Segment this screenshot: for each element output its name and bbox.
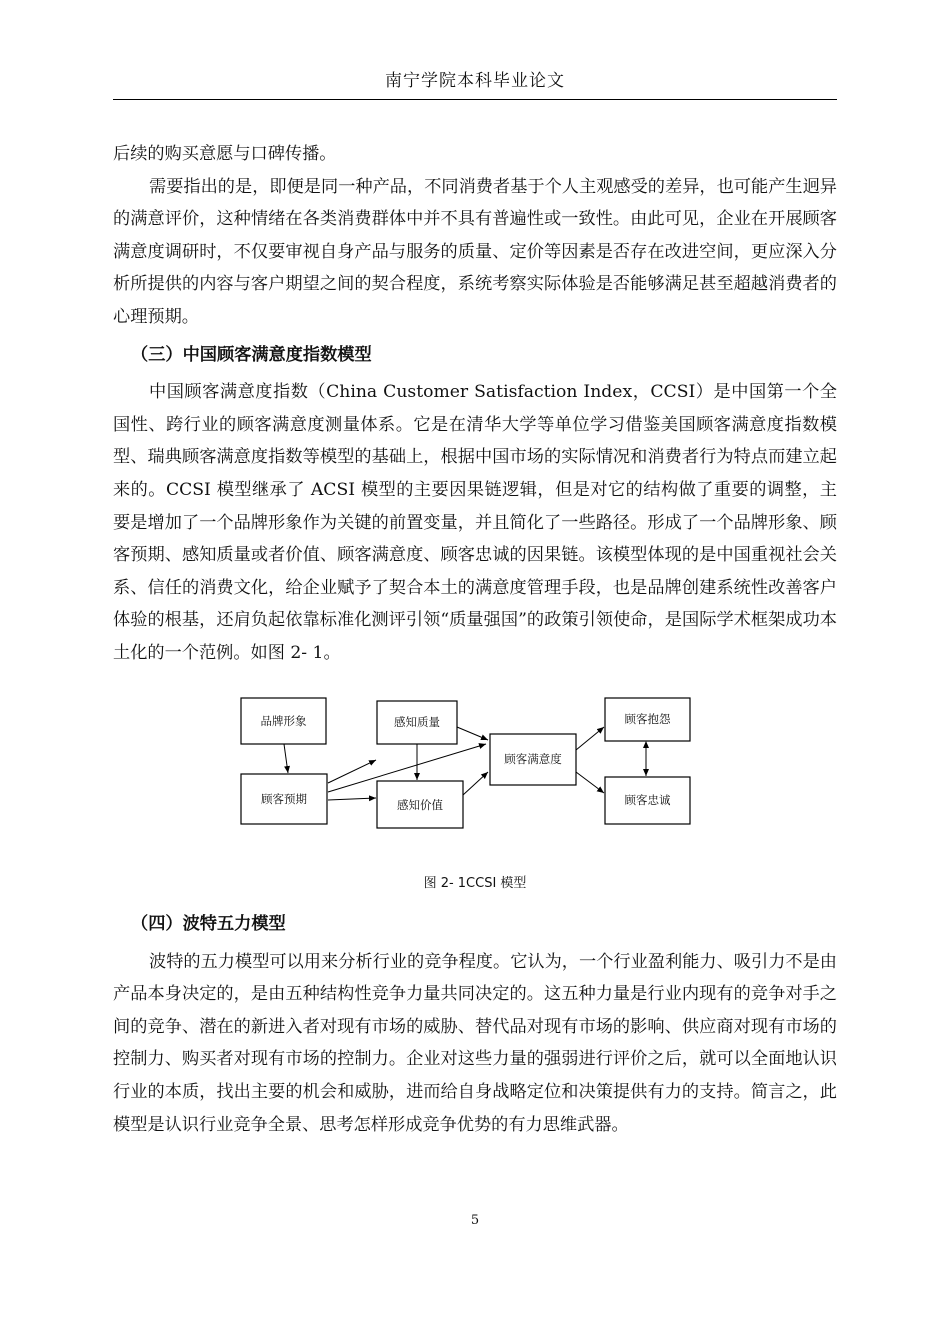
arrow-satisfaction-to-loyalty xyxy=(576,772,604,793)
node-perceived-value-label: 感知价值 xyxy=(397,798,443,812)
header-divider xyxy=(113,99,837,100)
node-customer-complaint-label: 顾客抱怨 xyxy=(624,712,671,726)
arrow-satisfaction-to-complaint xyxy=(576,727,604,750)
node-customer-complaint xyxy=(605,698,690,741)
node-perceived-value xyxy=(377,781,463,828)
node-customer-satisfaction-label: 顾客满意度 xyxy=(504,752,562,766)
arrow-expectation-to-value xyxy=(328,798,376,800)
page-header-title: 南宁学院本科毕业论文 xyxy=(385,71,565,91)
page-number: 5 xyxy=(470,1213,480,1228)
paragraph-satisfaction-note: 需要指出的是，即便是同一种产品，不同消费者基于个人主观感受的差异，也可能产生迥异的满意评价，这种情绪在各类消费群体中并不具有普遍性或一致性。由此可见，企业在开展顾客满意度调研时，不仅要审视自身产品与服务的质量、定价等因素是否存在改进空间，更应深入分析所提供的内容与客户期望之间的契合程度，系统考察实际体验是否能够满足甚至超越消费者的心理预期。 xyxy=(113,176,837,327)
body-text-top xyxy=(113,138,837,670)
node-brand-image-label: 品牌形象 xyxy=(260,714,307,728)
node-customer-satisfaction xyxy=(490,734,576,785)
arrow-value-to-satisfaction xyxy=(463,772,488,795)
body-text-bottom xyxy=(113,908,837,1141)
node-customer-loyalty-label: 顾客忠诚 xyxy=(624,793,671,807)
node-customer-expectation xyxy=(241,774,327,824)
arrow-quality-to-satisfaction xyxy=(457,727,488,740)
paragraph-ccsi: 中国顾客满意度指数（China Customer Satisfaction Index，CCSI）是中国第一个全国性、跨行业的顾客满意度测量体系。它是在清华大学等单位学习借鉴美国顾客满意度指数模型、瑞典顾客满意度指数等模型的基础上，根据中国市场的实际情况和消费者行为特点而建立起来的。CCSI 模型继承了 ACSI 模型的主要因果链逻辑，但是对它的结构做了重要的调整，主要是增加了一个品牌形象作为关键的前置变量，并且简化了一些路径。形成了一个品牌形象、顾客预期、感知质量或者价值、顾客满意度、顾客忠诚的因果链。该模型体现的是中国重视社会关系、信任的消费文化，给企业赋予了契合本土的满意度管理手段，也是品牌创建系统性改善客户体验的根基，还肩负起依靠标准化测评引领“质量强国”的政策引领使命，是国际学术框架成功本土化的一个范例。如图 2- 1。 xyxy=(113,382,837,663)
node-perceived-quality xyxy=(377,701,457,744)
node-brand-image xyxy=(241,698,326,744)
ccsi-model-diagram xyxy=(236,690,696,830)
node-perceived-quality-label: 感知质量 xyxy=(394,715,440,729)
figure-caption: 图 2- 1CCSI 模型 xyxy=(423,876,527,891)
section-heading-five-forces: （四）波特五力模型 xyxy=(131,914,286,934)
node-customer-expectation-label: 顾客预期 xyxy=(261,792,307,806)
paragraph-continuation: 后续的购买意愿与口碑传播。 xyxy=(113,144,337,164)
paragraph-five-forces: 波特的五力模型可以用来分析行业的竞争程度。它认为，一个行业盈利能力、吸引力不是由产品本身决定的，是由五种结构性竞争力量共同决定的。这五种力量是行业内现有的竞争对手之间的竞争、潜在的新进入者对现有市场的威胁、替代品对现有市场的影响、供应商对现有市场的控制力、购买者对现有市场的控制力。企业对这些力量的强弱进行评价之后，就可以全面地认识行业的本质，找出主要的机会和威胁，进而给自身战略定位和决策提供有力的支持。简言之，此模型是认识行业竞争全景、思考怎样形成竞争优势的有力思维武器。 xyxy=(113,951,837,1135)
node-customer-loyalty xyxy=(605,777,690,824)
arrow-brand-to-expectation xyxy=(284,744,288,773)
section-heading-ccsi: （三）中国顾客满意度指数模型 xyxy=(131,344,372,365)
